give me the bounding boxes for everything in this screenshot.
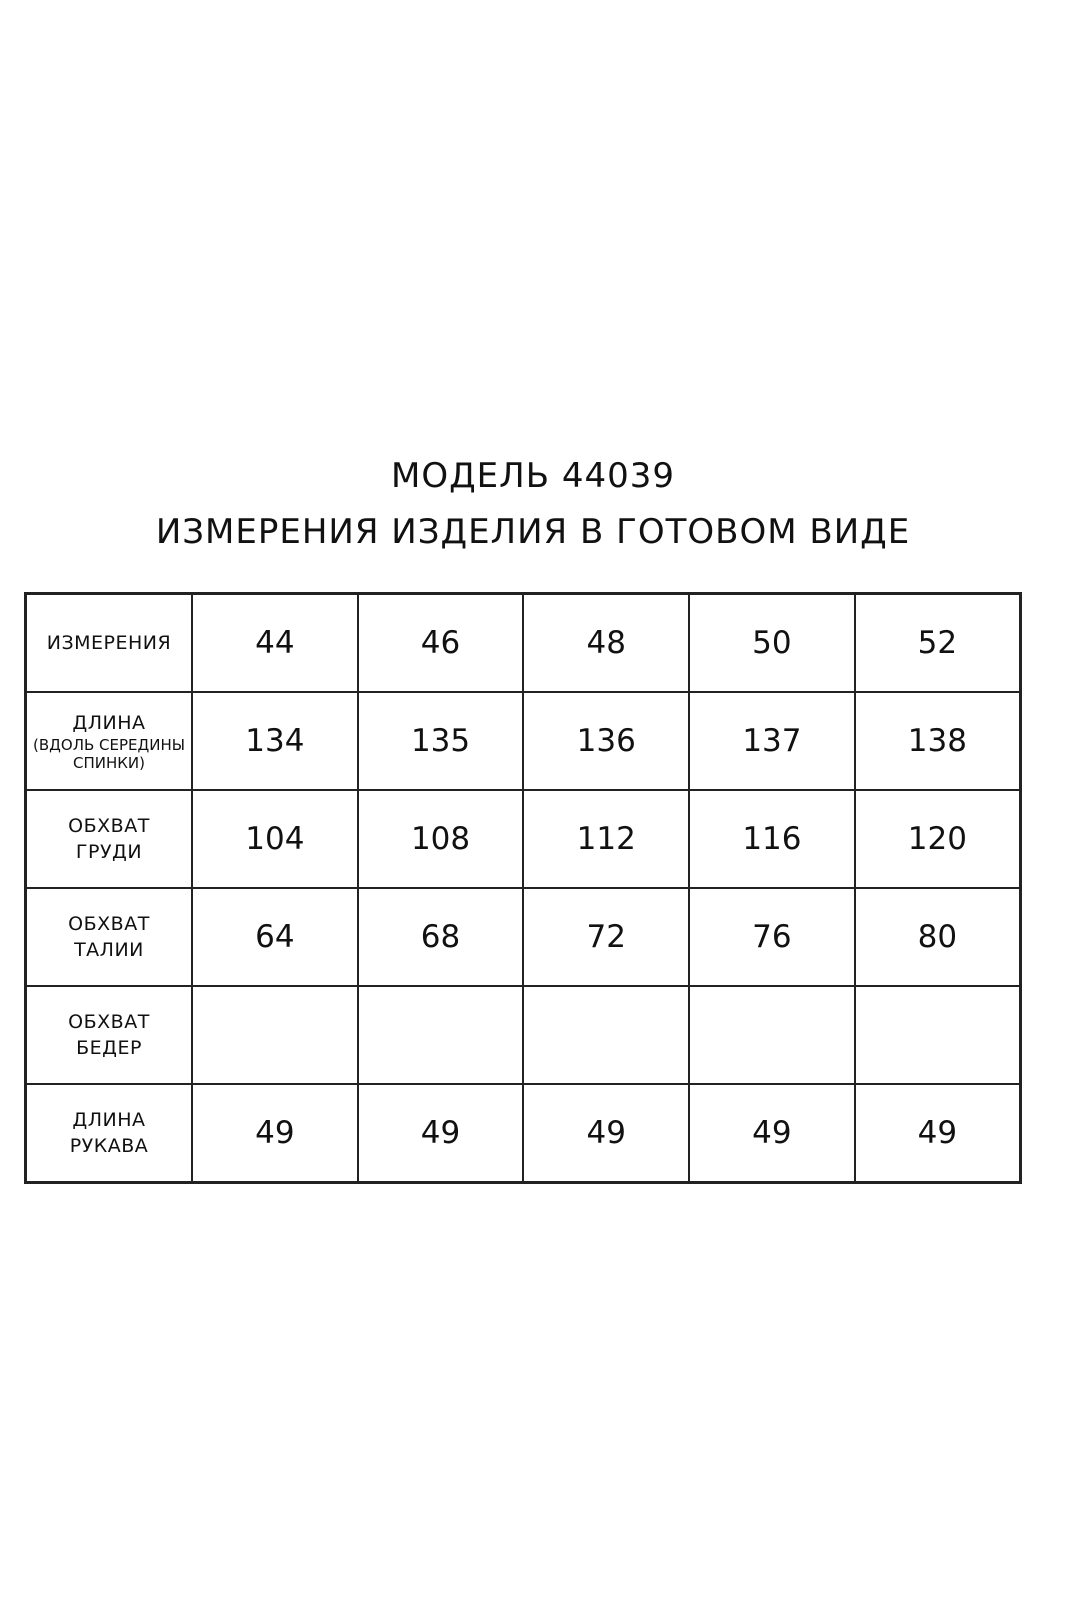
value-cell: 138 <box>855 692 1021 790</box>
value-cell: 49 <box>523 1084 689 1182</box>
value-cell: 64 <box>192 888 358 986</box>
row-label-sub: ТАЛИИ <box>74 939 144 962</box>
row-label: ОБХВАТ <box>68 814 150 837</box>
size-cell: 44 <box>192 594 358 692</box>
size-cell: 48 <box>523 594 689 692</box>
model-title: МОДЕЛЬ 44039 <box>391 456 675 496</box>
value-cell: 49 <box>192 1084 358 1182</box>
value-cell: 72 <box>523 888 689 986</box>
page-subtitle: ИЗМЕРЕНИЯ ИЗДЕЛИЯ В ГОТОВОМ ВИДЕ <box>155 512 911 552</box>
row-label-sub: ГРУДИ <box>75 840 143 863</box>
value-cell: 116 <box>689 790 855 888</box>
size-table <box>24 592 1022 1184</box>
value-cell: 49 <box>689 1084 855 1182</box>
row-label: ДЛИНА <box>72 711 146 734</box>
value-cell: 136 <box>523 692 689 790</box>
row-label-cell <box>26 888 193 986</box>
table-row-waist <box>26 888 1021 986</box>
size-cell: 46 <box>358 594 524 692</box>
value-cell: 120 <box>855 790 1021 888</box>
row-label-cell <box>26 790 193 888</box>
size-cell: 50 <box>689 594 855 692</box>
value-cell: 134 <box>192 692 358 790</box>
table-row-length <box>26 692 1021 790</box>
value-cell: 104 <box>192 790 358 888</box>
header-label: ИЗМЕРЕНИЯ <box>46 631 172 654</box>
row-label: ОБХВАТ <box>68 913 150 936</box>
value-cell: 49 <box>358 1084 524 1182</box>
row-label-sub: РУКАВА <box>69 1135 149 1158</box>
value-cell: 80 <box>855 888 1021 986</box>
table-header-row <box>26 594 1021 692</box>
value-cell <box>523 986 689 1084</box>
table-row-chest <box>26 790 1021 888</box>
row-label-cell <box>26 986 193 1084</box>
value-cell: 108 <box>358 790 524 888</box>
row-label: ОБХВАТ <box>68 1011 150 1034</box>
row-label-sub: БЕДЕР <box>76 1037 142 1060</box>
value-cell: 76 <box>689 888 855 986</box>
value-cell <box>192 986 358 1084</box>
size-cell: 52 <box>855 594 1021 692</box>
title-block <box>0 448 1066 560</box>
value-cell <box>689 986 855 1084</box>
value-cell <box>358 986 524 1084</box>
value-cell: 68 <box>358 888 524 986</box>
value-cell: 49 <box>855 1084 1021 1182</box>
table-row-sleeve <box>26 1084 1021 1182</box>
row-label-cell <box>26 1084 193 1182</box>
value-cell <box>855 986 1021 1084</box>
table-row-hips <box>26 986 1021 1084</box>
header-label-cell <box>26 594 193 692</box>
value-cell: 112 <box>523 790 689 888</box>
row-label-note: (ВДОЛЬ СЕРЕДИНЫ СПИНКИ) <box>33 735 185 772</box>
row-label-cell <box>26 692 193 790</box>
row-label: ДЛИНА <box>72 1109 146 1132</box>
value-cell: 135 <box>358 692 524 790</box>
value-cell: 137 <box>689 692 855 790</box>
